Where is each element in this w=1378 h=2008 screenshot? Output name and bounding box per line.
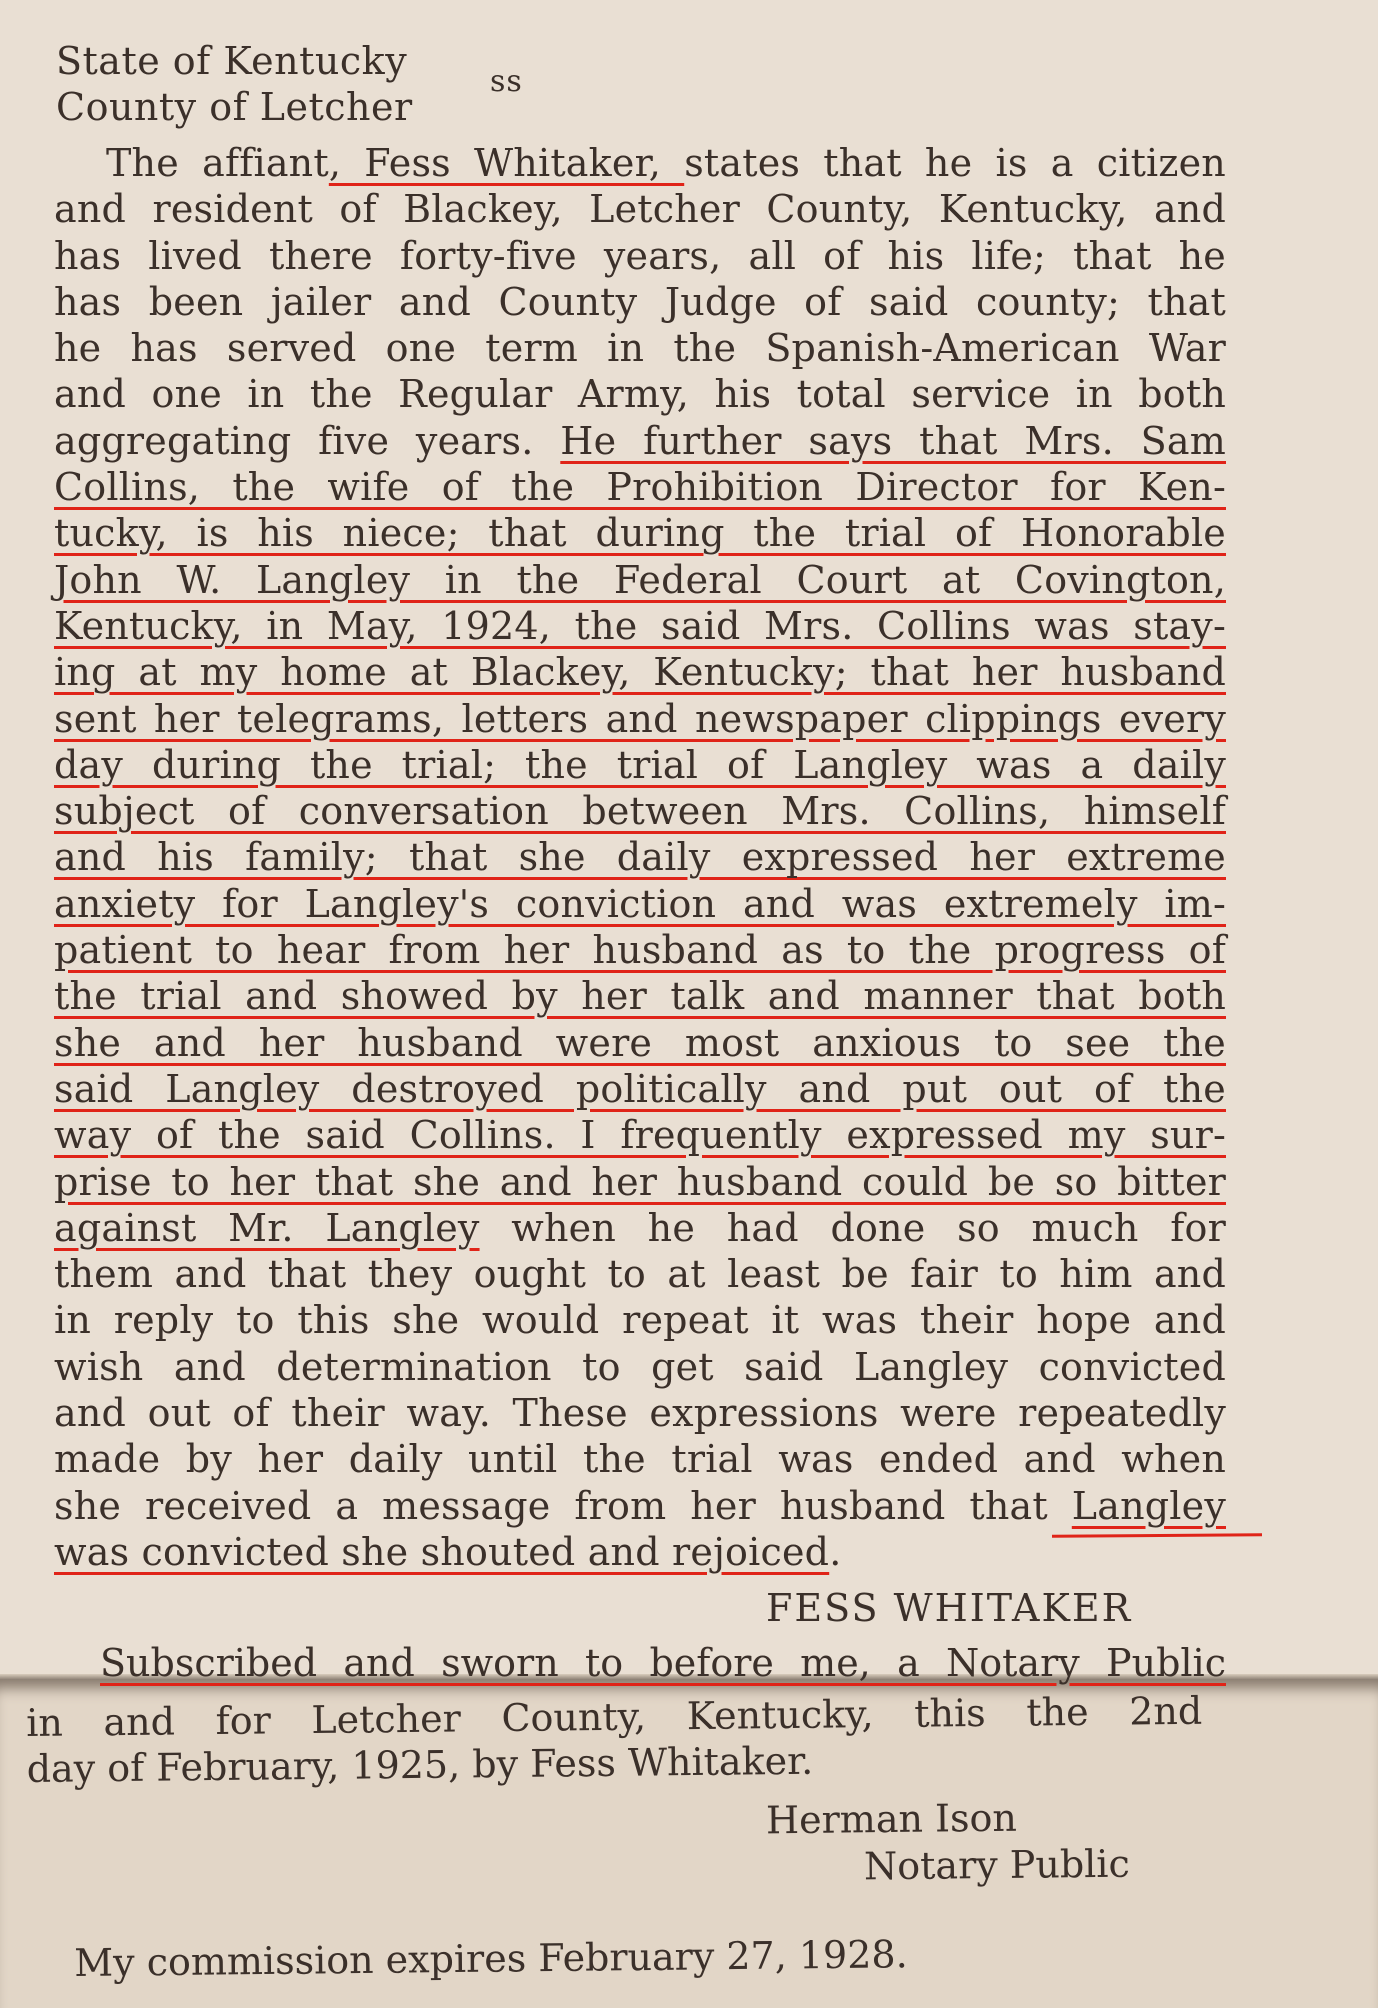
affidavit-line (54, 1066, 1226, 1112)
affiant-signature: FESS WHITAKER (766, 1586, 1133, 1630)
affidavit-line (54, 418, 1226, 464)
underlined-text: anxiety for Langley's conviction and was extremely im- (54, 881, 1226, 926)
sworn-line (100, 1640, 1226, 1686)
line-text: in reply to this she would repeat it was their hope and (54, 1298, 1226, 1343)
affidavit-line (54, 1020, 1226, 1066)
sworn-line-text: Subscribed and sworn to before me, a Notary Public (100, 1641, 1226, 1685)
underlined-text: patient to hear from her husband as to the progress of (54, 928, 1226, 973)
line-text: wish and determination to get said Langley convicted (54, 1344, 1226, 1389)
line-text: he has served one term in the Spanish-American War (54, 326, 1226, 371)
affidavit-line (54, 140, 1226, 186)
line-text: aggregating five years. (54, 418, 561, 463)
affidavit-line (54, 279, 1226, 325)
underlined-text: Kentucky, in May, 1924, the said Mrs. Collins was stay- (54, 603, 1226, 648)
affidavit-line (54, 1529, 1226, 1575)
underlined-text: He further says that Mrs. Sam (560, 418, 1226, 463)
underlined-text: she and her husband were most anxious to see the (54, 1020, 1226, 1065)
county-line: County of Letcher (56, 85, 413, 129)
affidavit-line (54, 1344, 1226, 1390)
underlined-text: the trial and showed by her talk and manner that both (54, 974, 1226, 1019)
underlined-text: Collins, the wife of the Prohibition Director for Ken- (54, 465, 1226, 510)
underlined-text: sent her telegrams, letters and newspaper clippings every (54, 696, 1226, 741)
affidavit-body (54, 140, 1226, 1575)
affidavit-line (54, 1251, 1226, 1297)
underlined-text: said Langley destroyed politically and put out of the (54, 1066, 1226, 1111)
affidavit-line (54, 557, 1226, 603)
underlined-text: Langley (1071, 1483, 1226, 1528)
affidavit-line (54, 788, 1226, 834)
affidavit-line (54, 696, 1226, 742)
affidavit-line (54, 881, 1226, 927)
affidavit-line (54, 1483, 1226, 1529)
state-line: State of Kentucky (56, 39, 408, 83)
line-text: has lived there forty-five years, all of his life; that he (54, 233, 1226, 278)
affidavit-line (54, 233, 1226, 279)
notary-title: Notary Public (863, 1841, 1130, 1889)
affidavit-line (54, 1205, 1226, 1251)
line-text: . (829, 1529, 842, 1574)
affidavit-line (54, 742, 1226, 788)
affidavit-line (54, 603, 1226, 649)
line-text: and resident of Blackey, Letcher County, Kentucky, and (54, 187, 1226, 232)
line-text: them and that they ought to at least be fair to him and (54, 1252, 1226, 1297)
venue-heading (56, 38, 413, 130)
underlined-text: prise to her that she and her husband could be so bitter (54, 1159, 1226, 1204)
affidavit-line (54, 1297, 1226, 1343)
affidavit-line (54, 510, 1226, 556)
line-text: has been jailer and County Judge of said county; that (54, 279, 1226, 324)
scilicet-mark: ss (490, 64, 523, 99)
affidavit-line (54, 834, 1226, 880)
affidavit-line (54, 1390, 1226, 1436)
affidavit-line (54, 186, 1226, 232)
affidavit-line (54, 927, 1226, 973)
jurat-line-2: day of February, 1925, by Fess Whitaker. (26, 1738, 814, 1791)
affidavit-line (54, 1112, 1226, 1158)
jurat-line-1: in and for Letcher County, Kentucky, this the 2nd (26, 1688, 1203, 1745)
underlined-text: John W. Langley in the Federal Court at Covington, (54, 557, 1226, 602)
line-text: and one in the Regular Army, his total service in both (54, 372, 1226, 417)
underlined-text: , Fess Whitaker, (328, 141, 685, 185)
underlined-text: ing at my home at Blackey, Kentucky; that her husband (54, 650, 1226, 695)
line-text: and out of their way. These expressions were repeatedly (54, 1391, 1226, 1436)
line-text: she received a message from her husband that (54, 1483, 1072, 1528)
underlined-text: and his family; that she daily expressed her extreme (54, 835, 1226, 880)
underlined-text: was convicted she shouted and rejoiced (54, 1529, 830, 1574)
commission-expiry: My commission expires February 27, 1928. (74, 1932, 908, 1985)
affidavit-line (54, 649, 1226, 695)
underlined-text: way of the said Collins. I frequently expressed my sur- (54, 1113, 1226, 1158)
underlined-text: against Mr. Langley (54, 1205, 480, 1250)
line-text: states that he is a citizen (684, 141, 1226, 185)
underlined-text: day during the trial; the trial of Langley was a daily (54, 742, 1226, 787)
underlined-text: tucky, is his niece; that during the trial of Honorable (54, 511, 1226, 556)
affidavit-line (54, 464, 1226, 510)
line-text: made by her daily until the trial was ended and when (54, 1437, 1226, 1482)
affidavit-line (54, 1436, 1226, 1482)
jurat-block (26, 1688, 1207, 1792)
line-text: The affiant (106, 141, 329, 185)
underlined-text: subject of conversation between Mrs. Collins, himself (54, 789, 1226, 834)
notary-name: Herman Ison (765, 1795, 1018, 1843)
affidavit-line (54, 325, 1226, 371)
affidavit-line (54, 371, 1226, 417)
affidavit-line (54, 1159, 1226, 1205)
line-text: when he had done so much for (479, 1205, 1226, 1250)
affidavit-line (54, 973, 1226, 1019)
